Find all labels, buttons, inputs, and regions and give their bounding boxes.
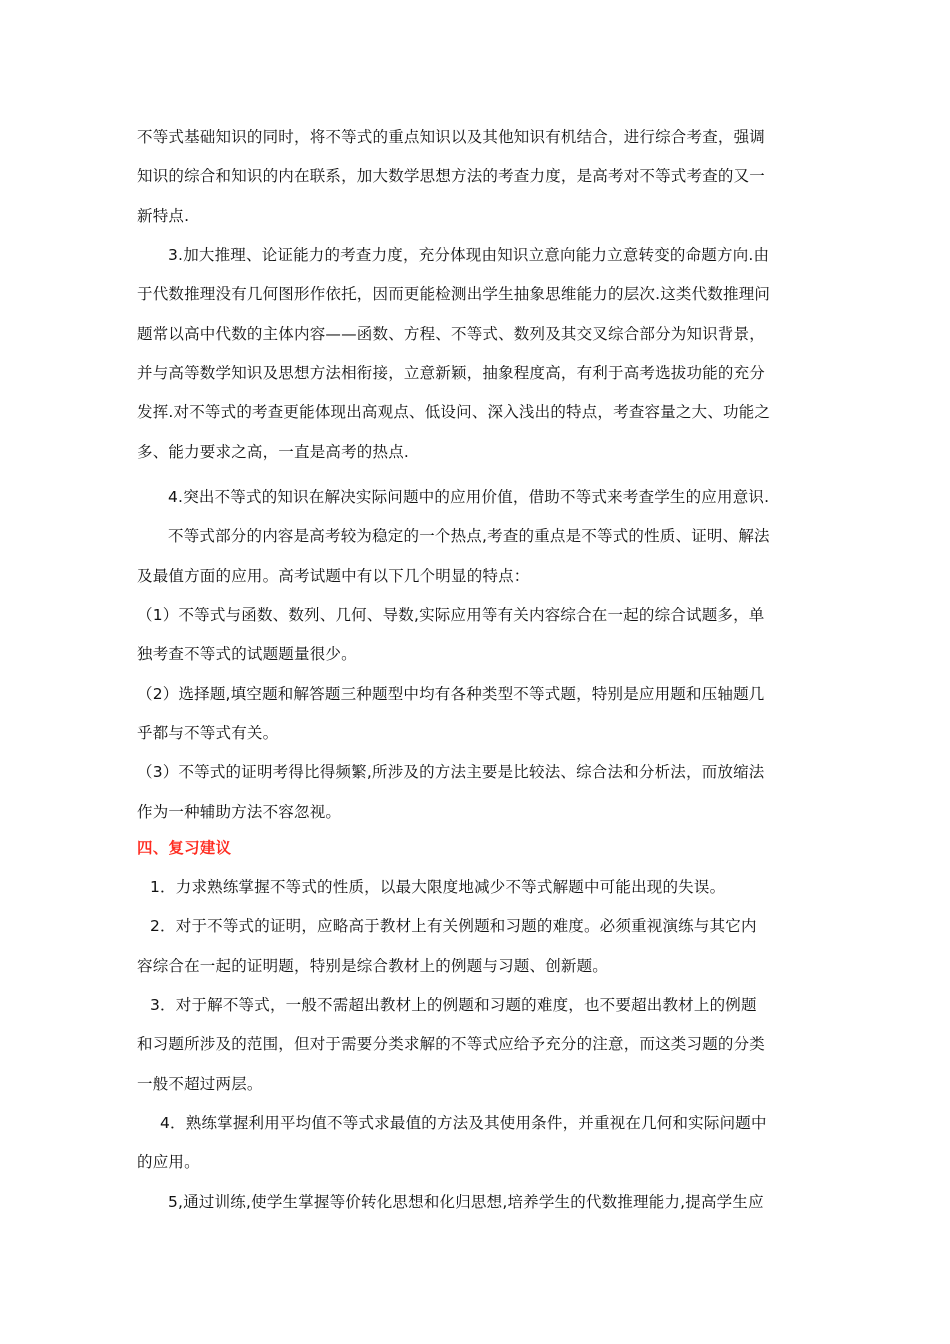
paragraph-line: （3）不等式的证明考得比得频繁,所涉及的方法主要是比较法、综合法和分析法，而放缩法	[137, 763, 765, 781]
suggestion-line: 一般不超过两层。	[137, 1075, 263, 1093]
paragraph-line: 作为一种辅助方法不容忽视。	[137, 803, 342, 821]
suggestion-line: 3．对于解不等式，一般不需超出教材上的例题和习题的难度，也不要超出教材上的例题	[150, 996, 757, 1014]
paragraph-line: 及最值方面的应用。高考试题中有以下几个明显的特点：	[137, 567, 530, 585]
paragraph-line: 题常以高中代数的主体内容——函数、方程、不等式、数列及其交叉综合部分为知识背景，	[137, 325, 766, 343]
suggestion-line: 的应用。	[137, 1153, 200, 1171]
paragraph-line: 不等式部分的内容是高考较为稳定的一个热点,考查的重点是不等式的性质、证明、解法	[168, 527, 770, 545]
paragraph-line: （1）不等式与函数、数列、几何、导数,实际应用等有关内容综合在一起的综合试题多，单	[137, 606, 765, 624]
paragraph-line: 乎都与不等式有关。	[137, 724, 279, 742]
paragraph-line: 并与高等数学知识及思想方法相衔接，立意新颖，抽象程度高，有利于高考选拔功能的充分	[137, 364, 766, 382]
paragraph-line: 发挥.对不等式的考查更能体现出高观点、低设问、深入浅出的特点，考查容量之大、功能之	[137, 403, 771, 421]
suggestion-line: 1．力求熟练掌握不等式的性质，以最大限度地减少不等式解题中可能出现的失误。	[150, 878, 726, 896]
suggestion-line: 和习题所涉及的范围，但对于需要分类求解的不等式应给予充分的注意，而这类习题的分类	[137, 1035, 766, 1053]
paragraph-line: 于代数推理没有几何图形作依托，因而更能检测出学生抽象思维能力的层次.这类代数推理问	[137, 285, 771, 303]
suggestion-line: 5,通过训练,使学生掌握等价转化思想和化归思想,培养学生的代数推理能力,提高学生应	[168, 1193, 764, 1211]
section-heading: 四、复习建议	[137, 839, 232, 857]
paragraph-line: 3.加大推理、论证能力的考查力度，充分体现由知识立意向能力立意转变的命题方向.由	[168, 246, 770, 264]
paragraph-line: 新特点.	[137, 207, 190, 225]
suggestion-line: 2．对于不等式的证明，应略高于教材上有关例题和习题的难度。必须重视演练与其它内	[150, 917, 757, 935]
paragraph-line: 4.突出不等式的知识在解决实际问题中的应用价值，借助不等式来考查学生的应用意识.	[168, 488, 770, 506]
paragraph-line: 不等式基础知识的同时，将不等式的重点知识以及其他知识有机结合，进行综合考查，强调	[137, 128, 766, 146]
suggestion-line: 容综合在一起的证明题，特别是综合教材上的例题与习题、创新题。	[137, 957, 609, 975]
paragraph-line: 独考查不等式的试题题量很少。	[137, 645, 357, 663]
paragraph-line: （2）选择题,填空题和解答题三种题型中均有各种类型不等式题，特别是应用题和压轴题几	[137, 685, 765, 703]
paragraph-line: 多、能力要求之高，一直是高考的热点.	[137, 443, 410, 461]
paragraph-line: 知识的综合和知识的内在联系，加大数学思想方法的考查力度，是高考对不等式考查的又一	[137, 167, 766, 185]
suggestion-line: 4．熟练掌握利用平均值不等式求最值的方法及其使用条件，并重视在几何和实际问题中	[160, 1114, 767, 1132]
